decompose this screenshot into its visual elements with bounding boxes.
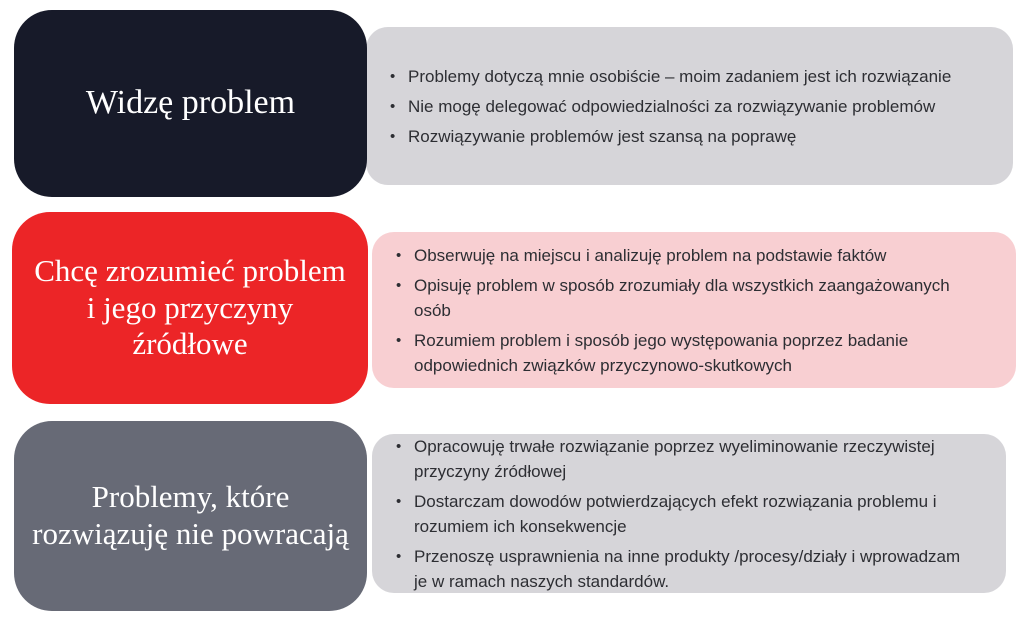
bullet-panel-row3 [372,434,1006,593]
bullet-item [394,434,968,484]
row2-title: Chcę zrozumieć problem i jego przyczyny źródłowe [34,253,346,362]
bullet-text: Nie mogę delegować odpowiedzialności za rozwiązywanie problemów [408,96,936,116]
title-box-chce-zrozumiec [12,212,368,404]
bullet-text: Dostarczam dowodów potwierdzających efekt rozwiązania problemu i rozumiem ich konsekwencje [414,491,937,536]
bullet-marker: • [396,492,402,510]
bullet-marker: • [390,127,396,145]
bullet-item [388,64,975,89]
bullet-item [394,273,978,323]
bullet-text: Opisuję problem w sposób zrozumiały dla wszystkich zaangażowanych osób [414,275,950,320]
bullet-panel-row1 [366,27,1013,185]
bullet-text: Problemy dotyczą mnie osobiście – moim zadaniem jest ich rozwiązanie [408,66,952,86]
row3-title: Problemy, które rozwiązuję nie powracają [32,479,349,551]
bullet-item [394,243,978,268]
bullet-text: Przenoszę usprawnienia na inne produkty /procesy/działy i wprowadzam je w ramach naszych standardów. [414,546,961,591]
bullet-marker: • [396,246,402,264]
bullet-marker: • [390,67,396,85]
title-box-widze-problem [14,10,367,197]
bullet-marker: • [396,437,402,455]
bullet-item [388,94,975,119]
bullet-panel-row2 [372,232,1016,388]
bullet-marker: • [390,97,396,115]
bullet-marker: • [396,276,402,294]
title-box-problemy-nie-powracaja [14,421,367,611]
bullet-text: Rozumiem problem i sposób jego występowania poprzez badanie odpowiednich związków przyczynowo-skutkowych [414,330,909,375]
bullet-marker: • [396,547,402,565]
bullet-item [394,544,968,594]
bullet-text: Opracowuję trwałe rozwiązanie poprzez wyeliminowanie rzeczywistej przyczyny źródłowej [414,436,935,481]
bullet-item [388,124,975,149]
bullet-marker: • [396,331,402,349]
row1-title: Widzę problem [85,84,296,122]
bullet-item [394,489,968,539]
bullet-text: Obserwuję na miejscu i analizuję problem na podstawie faktów [414,245,887,265]
bullet-text: Rozwiązywanie problemów jest szansą na poprawę [408,126,797,146]
bullet-item [394,328,978,378]
